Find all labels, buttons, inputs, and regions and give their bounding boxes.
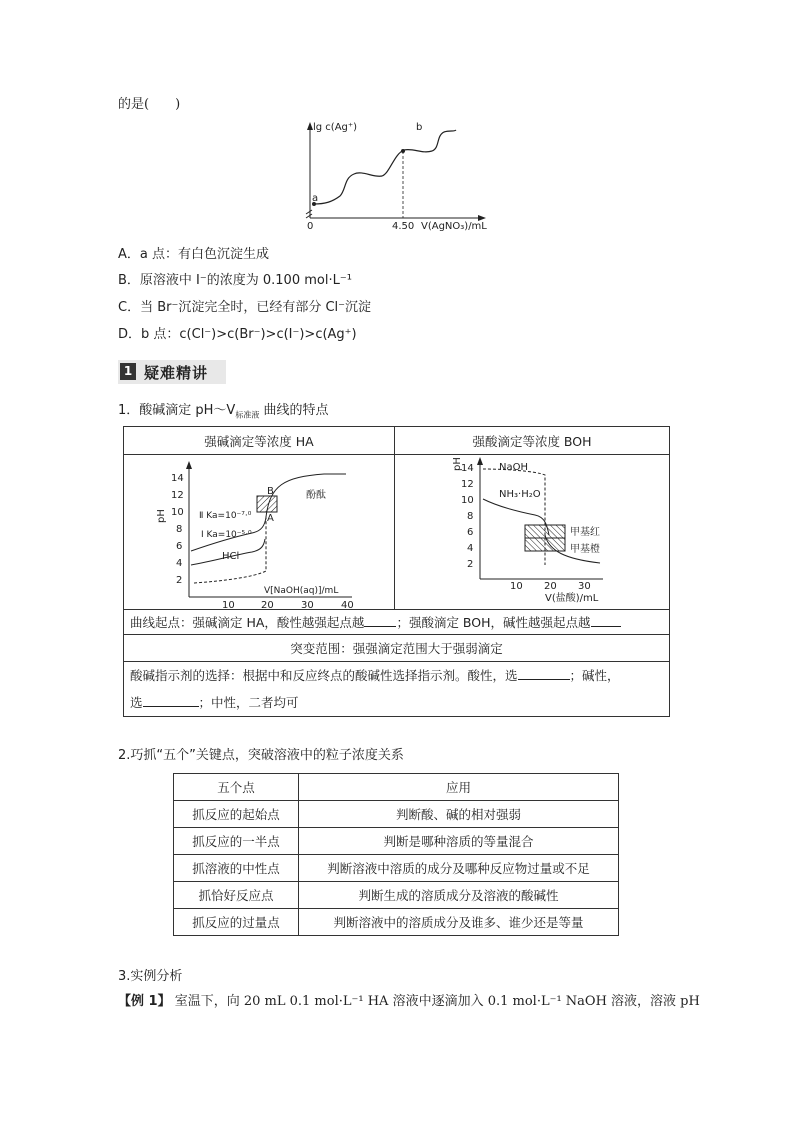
question-tail: 的是( ) (118, 97, 181, 112)
ag-curve (314, 130, 456, 204)
curve-label-I: Ⅰ Ka=10⁻⁵·⁰ (201, 530, 252, 540)
table-row (174, 855, 619, 882)
chart-right-ytick: 12 (461, 479, 474, 490)
item1-title (118, 402, 328, 425)
chart-right-xtick: 10 (510, 581, 523, 592)
chart-left-y-ticks (171, 473, 184, 586)
curve-HCl (194, 515, 266, 583)
chart-left-x-label: V[NaOH(aq)]/mL (264, 586, 339, 596)
section-heading (118, 360, 226, 384)
table-row (174, 882, 619, 909)
choice-d: D．b 点：c(Cl⁻)>c(Br⁻)>c(I⁻)>c(Ag⁺) (118, 327, 357, 342)
table2-cell: 抓恰好反应点 (174, 882, 299, 909)
chart-left-ytick: 6 (176, 541, 183, 552)
point-b-label: b (416, 122, 423, 133)
five-points-table (173, 773, 619, 936)
chart-right-ytick: 14 (461, 463, 474, 474)
table-row (174, 909, 619, 936)
section-title: 疑难精讲 (144, 364, 209, 382)
chart-right-x-label: V(盐酸)/mL (545, 593, 599, 604)
curve-label-NaOH: NaOH (499, 462, 528, 473)
chart-left-ytick: 4 (176, 558, 183, 569)
blank-4 (143, 706, 199, 707)
example-text: 室温下，向 20 mL 0.1 mol·L⁻¹ HA 溶液中逐滴加入 0.1 mol·L⁻¹ NaOH 溶液，溶液 pH (174, 994, 700, 1009)
chart-right-ytick: 6 (467, 527, 474, 538)
chart-left-ytick: 2 (176, 575, 183, 586)
chart-right-ytick: 2 (467, 559, 474, 570)
table2-cell: 判断溶液中的溶质成分及谁多、谁少还是等量 (299, 909, 619, 936)
x-tick-label: 4.50 (392, 221, 415, 232)
table2-cell: 判断溶液中溶质的成分及哪种反应物过量或不足 (299, 855, 619, 882)
indicator-range-box (257, 496, 277, 512)
table2-cell: 抓反应的起始点 (174, 801, 299, 828)
chart-left-xtick: 10 (222, 600, 235, 609)
chart-right-xtick: 20 (544, 581, 557, 592)
chart-left-ytick: 10 (171, 507, 184, 518)
chart-right-ytick: 10 (461, 495, 474, 506)
titration-table (123, 426, 670, 717)
chart-left (124, 455, 394, 609)
table2-cell: 抓反应的一半点 (174, 828, 299, 855)
item1-title-sub: 标准液 (235, 410, 260, 420)
chart-right-ytick: 4 (467, 543, 474, 554)
y-axis-label: lg c(Ag⁺) (313, 122, 358, 133)
table1-header-left: 强碱滴定等浓度 HA (124, 427, 395, 455)
choice-a: A．a 点：有白色沉淀生成 (118, 247, 269, 262)
chart-left-xtick: 20 (261, 600, 274, 609)
chart-right-xtick: 30 (578, 581, 591, 592)
indicator-phenolphthalein: 酚酞 (306, 490, 326, 501)
example-tag: 【例 1】 (118, 994, 171, 1009)
chart-left-ytick: 8 (176, 524, 183, 535)
indicator-methyl-red: 甲基红 (570, 527, 600, 538)
x-axis-label: V(AgNO₃)/mL (421, 221, 487, 232)
table2-header-point: 五个点 (174, 774, 299, 801)
row-start-text-a: 曲线起点：强碱滴定 HA，酸性越强起点越 (130, 615, 365, 630)
indicator-methyl-orange: 甲基橙 (570, 544, 600, 555)
curve-label-II: Ⅱ Ka=10⁻⁷·⁰ (199, 511, 252, 521)
item1-title-post: 曲线的特点 (259, 403, 329, 418)
choice-b: B．原溶液中 I⁻的浓度为 0.100 mol·L⁻¹ (118, 273, 352, 288)
chart-right-y-label: pH (452, 457, 463, 471)
origin-label: 0 (307, 221, 314, 232)
table-row (174, 828, 619, 855)
row-ind-text-c: 选 (130, 695, 143, 710)
row-indicator (124, 662, 670, 717)
curve-label-HCl: HCl (222, 551, 240, 562)
chart-left-cell (124, 455, 395, 610)
table2-cell: 判断是哪种溶质的等量混合 (299, 828, 619, 855)
item1-title-pre: 1．酸碱滴定 pH～V (118, 403, 236, 418)
curve-label-NH3: NH₃·H₂O (499, 489, 541, 500)
point-a-label: a (312, 193, 319, 204)
table2-cell: 抓反应的过量点 (174, 909, 299, 936)
table2-cell: 判断酸、碱的相对强弱 (299, 801, 619, 828)
blank-1 (364, 626, 396, 627)
item3-title: 3.实例分析 (118, 969, 183, 984)
point-label-B: B (267, 486, 274, 497)
chart-right-cell (395, 455, 670, 610)
table-row (174, 801, 619, 828)
row-start-text-b: ；强酸滴定 BOH，碱性越强起点越 (396, 615, 591, 630)
table1-header-right: 强酸滴定等浓度 BOH (395, 427, 670, 455)
point-label-A: A (267, 513, 274, 524)
blank-2 (591, 626, 621, 627)
chart-left-xtick: 40 (341, 600, 354, 609)
chart-left-ytick: 14 (171, 473, 184, 484)
chart-right-ytick: 8 (467, 511, 474, 522)
row-ind-text-a: 酸碱指示剂的选择：根据中和反应终点的酸碱性选择指示剂。酸性，选 (130, 668, 518, 683)
row-start-point (124, 610, 670, 635)
section-number: 1 (120, 363, 136, 380)
choice-c: C．当 Br⁻沉淀完全时，已经有部分 Cl⁻沉淀 (118, 300, 372, 315)
row-jump-range: 突变范围：强强滴定范围大于强弱滴定 (124, 635, 670, 662)
chart-left-xtick: 30 (301, 600, 314, 609)
table2-cell: 判断生成的溶质成分及溶液的酸碱性 (299, 882, 619, 909)
row-ind-text-b: ；碱性， (569, 668, 620, 683)
chart-right (395, 455, 669, 609)
item2-title: 2.巧抓“五个”关键点，突破溶液中的粒子浓度关系 (118, 748, 404, 763)
blank-3 (518, 679, 570, 680)
table2-header-application: 应用 (299, 774, 619, 801)
example-line (118, 993, 700, 1011)
row-ind-text-d: ；中性，二者均可 (198, 695, 299, 710)
axis-break (306, 210, 312, 218)
chart-left-ytick: 12 (171, 490, 184, 501)
titration-figure-ag (290, 118, 500, 238)
chart-left-y-label: pH (156, 509, 167, 523)
table2-cell: 抓溶液的中性点 (174, 855, 299, 882)
